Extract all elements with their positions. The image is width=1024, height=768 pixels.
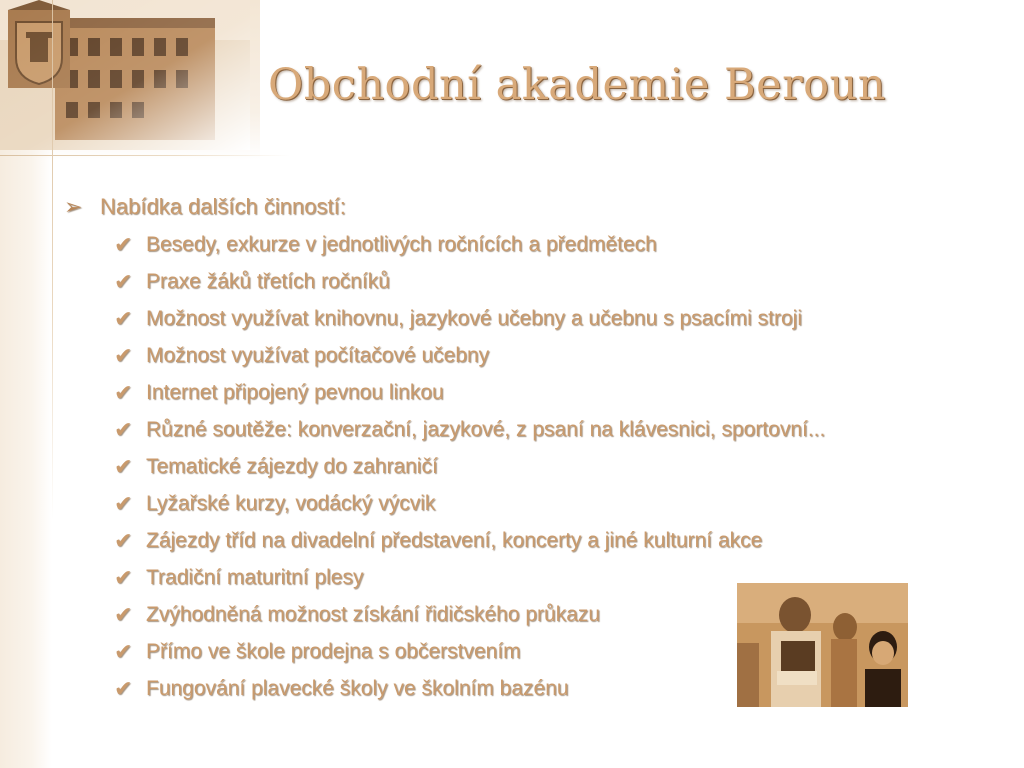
checkmark-icon: ✔ (114, 342, 133, 368)
checkmark-icon: ✔ (114, 305, 133, 331)
list-item-text: Možnost využívat knihovnu, jazykové učebny a učebnu s psacími stroji (146, 306, 802, 330)
checkmark-icon: ✔ (114, 231, 133, 257)
checkmark-icon: ✔ (114, 416, 133, 442)
checkmark-icon: ✔ (114, 268, 133, 294)
pool-students-photo (737, 583, 908, 707)
list-item-text: Možnost využívat počítačové učebny (146, 343, 490, 367)
left-margin-wash (0, 150, 52, 768)
list-item (114, 448, 1004, 485)
list-item-text: Internet připojený pevnou linkou (146, 380, 444, 404)
list-item (114, 485, 1004, 522)
checkmark-icon: ✔ (114, 601, 133, 627)
checkmark-icon: ✔ (114, 453, 133, 479)
slide-title: Obchodní akademie Beroun (268, 60, 886, 110)
list-item (114, 411, 1004, 448)
list-item-text: Přímo ve škole prodejna s občerstvením (146, 639, 521, 663)
checkmark-icon: ✔ (114, 638, 133, 664)
list-item-text: Tradiční maturitní plesy (146, 565, 364, 589)
list-item-text: Praxe žáků třetích ročníků (146, 269, 390, 293)
list-item (114, 374, 1004, 411)
checkmark-icon: ✔ (114, 527, 133, 553)
list-item (114, 263, 1004, 300)
list-item (114, 337, 1004, 374)
list-item-text: Různé soutěže: konverzační, jazykové, z psaní na klávesnici, sportovní... (146, 417, 826, 441)
list-item (114, 522, 1004, 559)
section-heading: Nabídka dalších činností: (100, 194, 346, 219)
list-item-text: Besedy, exkurze v jednotlivých ročnících a předmětech (146, 232, 657, 256)
header-divider-vertical (52, 0, 53, 520)
checkmark-icon: ✔ (114, 675, 133, 701)
list-item-text: Zvýhodněná možnost získání řidičského průkazu (146, 602, 601, 626)
list-item-text: Zájezdy tříd na divadelní představení, koncerty a jiné kulturní akce (146, 528, 763, 552)
list-item-text: Tematické zájezdy do zahraničí (146, 454, 438, 478)
checkmark-icon: ✔ (114, 564, 133, 590)
list-item (114, 226, 1004, 263)
list-item-text: Fungování plavecké školy ve školním bazénu (146, 676, 569, 700)
checkmark-icon: ✔ (114, 490, 133, 516)
header-divider-horizontal (0, 155, 290, 156)
arrow-bullet-icon: ➢ (64, 194, 83, 219)
checkmark-icon: ✔ (114, 379, 133, 405)
list-item (114, 300, 1004, 337)
school-building-photo (0, 0, 250, 150)
section-heading-row (64, 190, 1004, 224)
list-item-text: Lyžařské kurzy, vodácký výcvik (146, 491, 436, 515)
